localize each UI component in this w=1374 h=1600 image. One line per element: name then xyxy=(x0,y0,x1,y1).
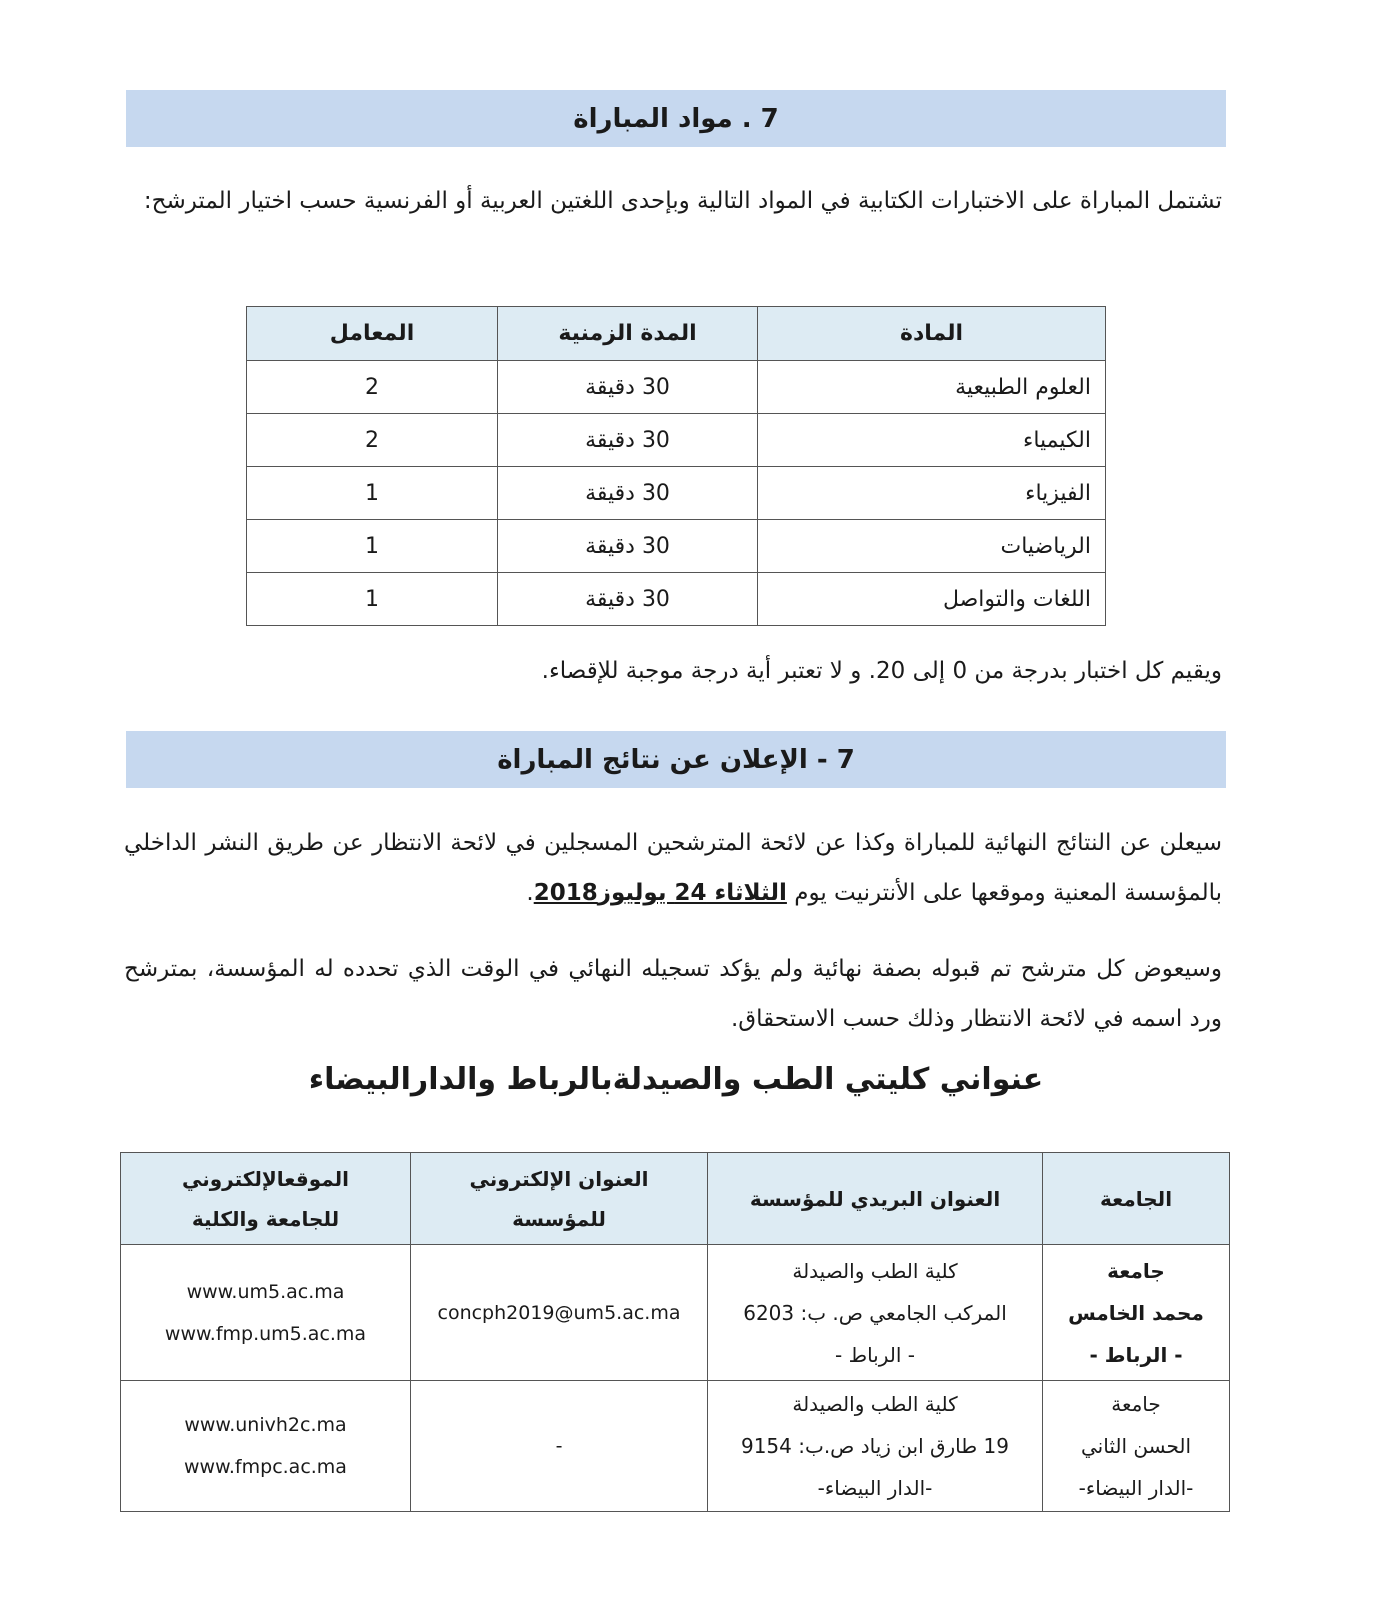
results-paragraph-end: . xyxy=(526,880,534,906)
subject-cell: الرياضيات xyxy=(758,520,1106,573)
subjects-intro-paragraph: تشتمل المباراة على الاختبارات الكتابية في المواد التالية وبإحدى اللغتين العربية أو الفرنسية حسب اختيار المترشح: xyxy=(143,188,1222,214)
subjects-table xyxy=(246,306,1106,626)
results-date: الثلاثاء 24 يوليوز2018 xyxy=(533,880,787,906)
coefficient-cell: 1 xyxy=(247,573,498,626)
postal-address-cell xyxy=(708,1245,1043,1381)
university-line: جامعة xyxy=(1111,1392,1161,1416)
website-link[interactable]: www.univh2c.ma xyxy=(184,1414,347,1436)
website-cell xyxy=(121,1245,411,1381)
website-link[interactable]: www.um5.ac.ma xyxy=(186,1280,345,1303)
website-cell xyxy=(121,1381,411,1512)
table-row xyxy=(121,1381,1230,1512)
duration-cell: 30 دقيقة xyxy=(498,467,758,520)
header-postal-address: العنوان البريدي للمؤسسة xyxy=(708,1153,1043,1245)
table-row xyxy=(247,414,1106,467)
postal-line: - الرباط - xyxy=(835,1342,915,1367)
postal-address-cell xyxy=(708,1381,1043,1512)
duration-cell: 30 دقيقة xyxy=(498,414,758,467)
section-heading-results: 7 - الإعلان عن نتائج المباراة xyxy=(126,731,1226,788)
duration-cell: 30 دقيقة xyxy=(498,520,758,573)
table-row xyxy=(247,520,1106,573)
email-cell: - xyxy=(411,1381,708,1512)
table-row xyxy=(121,1245,1230,1381)
header-email-line: للمؤسسة xyxy=(512,1206,606,1231)
header-email-line: العنوان الإلكتروني xyxy=(469,1166,649,1191)
university-line: محمد الخامس xyxy=(1068,1300,1204,1325)
university-line: - الرباط - xyxy=(1089,1342,1183,1367)
addresses-table xyxy=(120,1152,1230,1512)
section-heading-exam-subjects: 7 . مواد المباراة xyxy=(126,90,1226,147)
coefficient-cell: 2 xyxy=(247,414,498,467)
website-link[interactable]: www.fmp.um5.ac.ma xyxy=(164,1322,367,1345)
header-email xyxy=(411,1153,708,1245)
replacement-paragraph: وسيعوض كل مترشح تم قبوله بصفة نهائية ولم يؤكد تسجيله النهائي في الوقت الذي تحدده له المؤسسة، بمترشح ورد اسمه في لائحة الانتظار وذلك حسب الاستحقاق. xyxy=(124,956,1222,1032)
results-paragraph xyxy=(124,818,1222,918)
table-row xyxy=(247,467,1106,520)
subject-cell: العلوم الطبيعية xyxy=(758,361,1106,414)
coefficient-cell: 1 xyxy=(247,467,498,520)
postal-line: كلية الطب والصيدلة xyxy=(792,1258,958,1283)
subject-cell: اللغات والتواصل xyxy=(758,573,1106,626)
header-website-line: للجامعة والكلية xyxy=(191,1206,340,1231)
postal-line: كلية الطب والصيدلة xyxy=(792,1392,958,1416)
header-duration: المدة الزمنية xyxy=(498,307,758,361)
email-cell[interactable]: concph2019@um5.ac.ma xyxy=(411,1245,708,1381)
header-coefficient: المعامل xyxy=(247,307,498,361)
table-row xyxy=(247,361,1106,414)
postal-line: المركب الجامعي ص. ب: 6203 xyxy=(743,1300,1007,1325)
grading-note: ويقيم كل اختبار بدرجة من 0 إلى 20. و لا تعتبر أية درجة موجبة للإقصاء. xyxy=(541,658,1222,684)
header-website xyxy=(121,1153,411,1245)
postal-line: 19 طارق ابن زياد ص.ب: 9154 xyxy=(740,1434,1009,1458)
university-cell xyxy=(1043,1381,1230,1512)
header-university: الجامعة xyxy=(1043,1153,1230,1245)
subject-cell: الفيزياء xyxy=(758,467,1106,520)
results-paragraph-text: سيعلن عن النتائج النهائية للمباراة وكذا عن لائحة المترشحين المسجلين في لائحة الانتظار عن طريق النشر الداخلي بالمؤسسة المعنية وموقعها على الأنترنيت يوم xyxy=(124,830,1222,906)
website-link[interactable]: www.fmpc.ac.ma xyxy=(184,1456,347,1478)
university-cell xyxy=(1043,1245,1230,1381)
university-line: الحسن الثاني xyxy=(1081,1434,1191,1458)
subject-cell: الكيمياء xyxy=(758,414,1106,467)
header-website-line: الموقعالإلكتروني xyxy=(181,1166,350,1191)
coefficient-cell: 1 xyxy=(247,520,498,573)
postal-line: -الدار البيضاء- xyxy=(817,1476,933,1500)
university-line: جامعة xyxy=(1107,1258,1165,1283)
duration-cell: 30 دقيقة xyxy=(498,361,758,414)
university-line: -الدار البيضاء- xyxy=(1078,1476,1194,1500)
table-row xyxy=(247,573,1106,626)
header-subject: المادة xyxy=(758,307,1106,361)
coefficient-cell: 2 xyxy=(247,361,498,414)
addresses-title: عنواني كليتي الطب والصيدلةبالرباط والدارالبيضاء xyxy=(308,1062,1044,1097)
duration-cell: 30 دقيقة xyxy=(498,573,758,626)
